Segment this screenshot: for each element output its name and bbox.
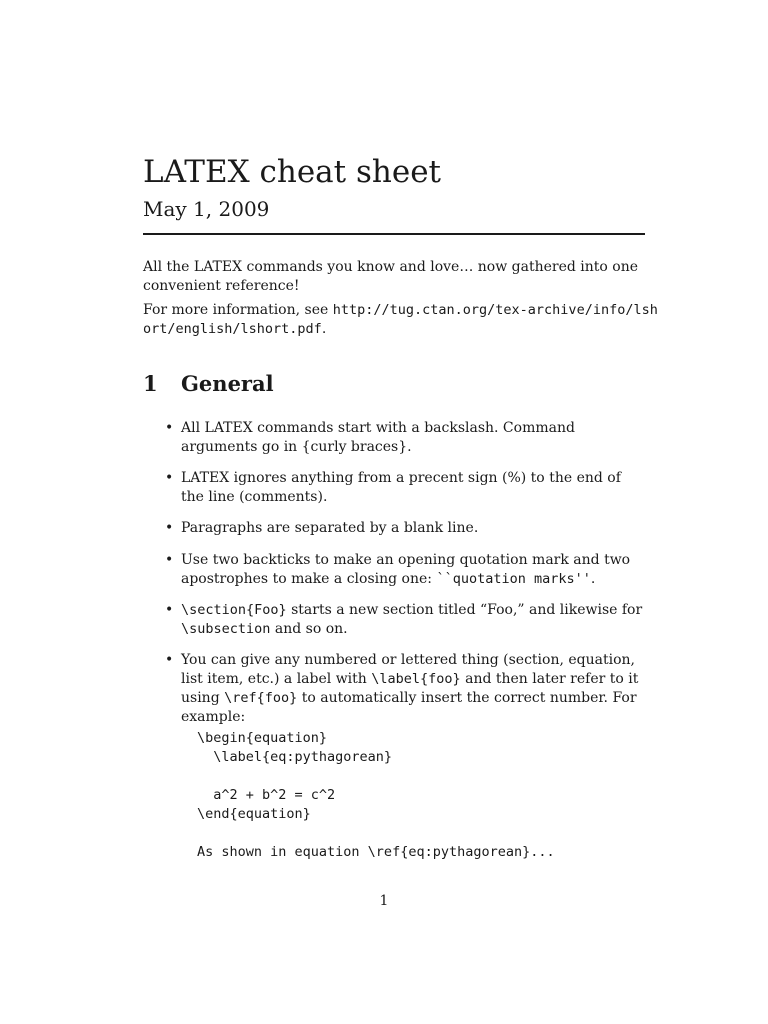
list-item-text: LATEX ignores anything from a precent sign (%) to the end of the line (comments). (181, 470, 621, 505)
lshort-url-link[interactable]: http://tug.ctan.org/tex-archive/info/lshort/english/lshort.pdf (143, 302, 658, 337)
list-item-text (181, 651, 646, 727)
title-rule (143, 233, 645, 235)
text-segment: and then later refer to it using (181, 671, 639, 706)
section-title: General (181, 371, 274, 396)
text-segment: . (590, 571, 596, 587)
text-segment: You can give any numbered or lettered thing (section, equation, list item, etc.) a label with (181, 652, 635, 687)
bullet-icon: • (165, 420, 174, 436)
text-segment: to automatically insert the correct number. For example: (181, 690, 637, 725)
code-segment: \section{Foo} (181, 602, 287, 618)
bullet-icon: • (165, 552, 174, 568)
code-line: \end{equation} (197, 806, 311, 822)
code-segment: \ref{foo} (224, 690, 298, 706)
intro-p2-suffix: . (321, 321, 327, 337)
bullet-icon: • (165, 602, 174, 618)
bullet-icon: • (165, 520, 174, 536)
text-segment: and so on. (270, 621, 348, 637)
section-heading-general (143, 369, 274, 399)
list-item-text: Paragraphs are separated by a blank line. (181, 520, 479, 536)
section-number: 1 (143, 371, 158, 396)
code-line: \begin{equation} (197, 730, 328, 746)
page-number: 1 (379, 893, 389, 909)
code-segment: ``quotation marks'' (436, 571, 591, 587)
list-item-text: All LATEX commands start with a backslash. Command arguments go in {curly braces}. (181, 420, 575, 455)
code-segment: \subsection (181, 621, 271, 637)
code-line: \label{eq:pythagorean} (197, 749, 393, 765)
bullet-icon: • (165, 652, 174, 668)
bullet-icon: • (165, 470, 174, 486)
text-segment: starts a new section titled “Foo,” and likewise for (286, 602, 643, 618)
intro-paragraph-2 (143, 301, 663, 339)
document-date: May 1, 2009 (143, 197, 270, 221)
text-segment: Use two backticks to make an opening quotation mark and two apostrophes to make a closing one: (181, 552, 631, 587)
intro-paragraph-1: All the LATEX commands you know and love… now gathered into one convenient reference! (143, 259, 639, 294)
document-title: LATEX cheat sheet (143, 154, 441, 190)
code-line: As shown in equation \ref{eq:pythagorean}... (197, 844, 555, 860)
code-line: a^2 + b^2 = c^2 (197, 787, 336, 803)
intro-p2-prefix: For more information, see (143, 302, 333, 318)
list-item-text (181, 601, 646, 639)
code-segment: \label{foo} (371, 671, 461, 687)
list-item-text (181, 551, 646, 589)
